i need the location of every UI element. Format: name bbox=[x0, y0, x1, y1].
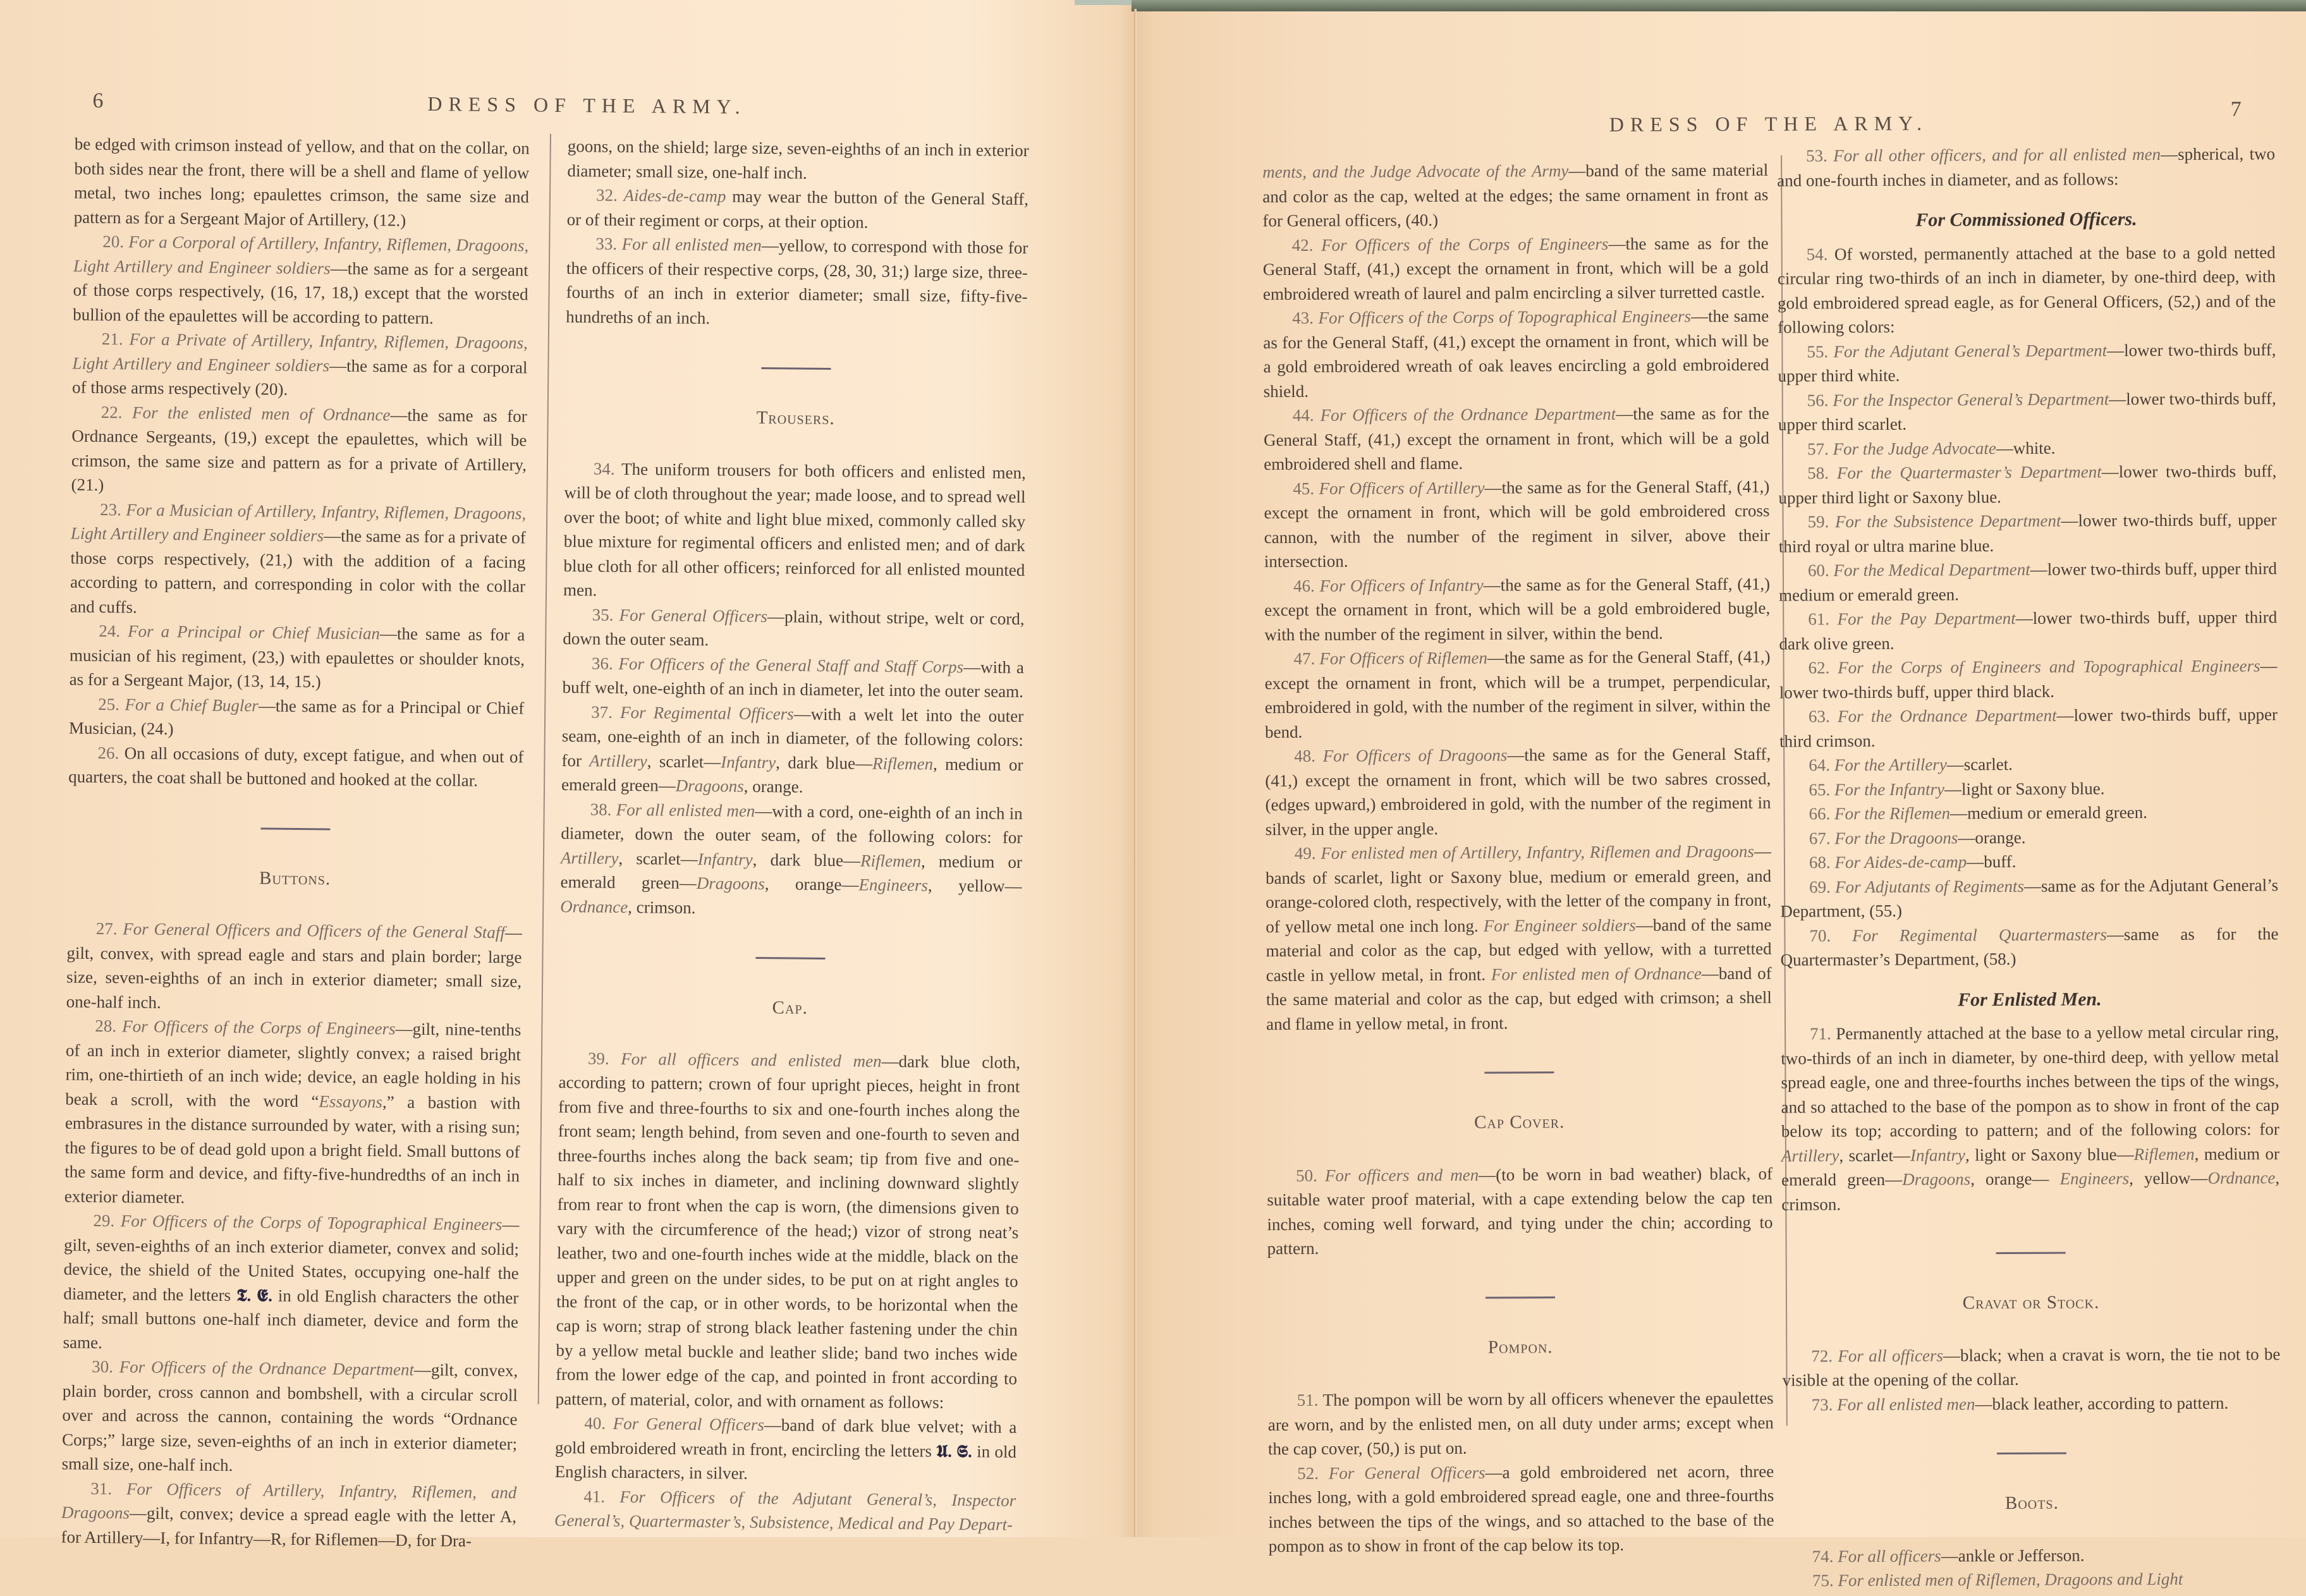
article-paragraph bbox=[567, 134, 1029, 187]
body-text: —the same as for the General Staff, (41,) except the ornament in front, which will be a gold embroidered shell and flame. bbox=[1263, 403, 1770, 474]
italic-lead: Riflemen bbox=[860, 851, 922, 870]
italic-lead: Infantry bbox=[1910, 1145, 1966, 1165]
article-paragraph bbox=[69, 691, 525, 745]
italic-lead: Ordnance bbox=[2207, 1168, 2276, 1188]
article-number: 23. bbox=[100, 499, 126, 519]
italic-lead: For all enlisted men bbox=[616, 800, 755, 820]
body-text: —buff. bbox=[1967, 851, 2016, 872]
body-text: in old English characters the other half; small buttons one-half inch diameter, device and form the same. bbox=[63, 1286, 519, 1352]
article-paragraph bbox=[1778, 338, 2276, 388]
article-number: 74. bbox=[1812, 1546, 1838, 1566]
article-number: 34. bbox=[593, 458, 622, 478]
article-paragraph bbox=[72, 327, 528, 404]
article-number: 53. bbox=[1806, 146, 1834, 166]
section-rule bbox=[260, 827, 330, 830]
body-text: —black; when a cravat is worn, the tie not to be visible at the opening of the collar. bbox=[1782, 1344, 2281, 1390]
body-text: —with a buff welt, one-eighth of an inch in diameter, let into the outer seam. bbox=[562, 657, 1025, 701]
article-paragraph bbox=[1780, 848, 2278, 875]
italic-lead: For a Principal or Chief Musician bbox=[127, 621, 381, 643]
body-text: —lower two-thirds buff, upper third crimson. bbox=[1779, 705, 2278, 751]
body-text: , crimson. bbox=[628, 897, 696, 917]
book-gutter bbox=[1134, 9, 1137, 1537]
article-number: 61. bbox=[1808, 609, 1838, 629]
article-paragraph bbox=[560, 796, 1023, 922]
italic-lead: For the Pay Department bbox=[1837, 608, 2016, 629]
body-text: , scarlet— bbox=[647, 751, 721, 771]
italic-lead: Artillery bbox=[560, 848, 619, 868]
article-paragraph bbox=[1778, 459, 2276, 509]
body-text: —band of the same material and color as the cap, but edged with yellow, with a turretted castle in yellow metal, in front. bbox=[1266, 915, 1772, 985]
article-number: 27. bbox=[95, 918, 123, 939]
article-paragraph bbox=[1780, 922, 2278, 972]
left-page-column-2 bbox=[554, 134, 1029, 1537]
article-number: 46. bbox=[1293, 576, 1320, 595]
body-text: —the same as for the General Staff, (41,) except the ornament in front, which will be a gold embroidered wreath of laurel and palm encircling a silver turretted castle. bbox=[1262, 233, 1769, 303]
body-text: —with a welt let into the outer seam, one-eighth of an inch in diameter, of the following colors: for bbox=[561, 704, 1024, 770]
body-text: —(to be worn in bad weather) black, of suitable water proof material, with a cape extending below the cap ten inches, coming well forward, and tying under the chin; according to pattern. bbox=[1267, 1164, 1773, 1258]
body-text: —same as for the Quartermaster’s Department, (58.) bbox=[1780, 923, 2279, 970]
article-paragraph bbox=[563, 456, 1026, 607]
body-text: —ankle or Jefferson. bbox=[1941, 1545, 2085, 1566]
body-text: The pompon will be worn by all officers whenever the epaulettes are worn, and by the enlisted men, on all duty under arms; except when the cap cover, (50,) is put on. bbox=[1267, 1388, 1774, 1459]
italic-lead: For Regimental Quartermasters bbox=[1852, 924, 2107, 945]
section-heading: Buttons. bbox=[259, 867, 331, 889]
article-number: 63. bbox=[1808, 707, 1838, 726]
article-paragraph bbox=[561, 699, 1023, 801]
italic-lead: For a Chief Bugler bbox=[125, 694, 259, 715]
article-number: 20. bbox=[102, 231, 129, 252]
italic-lead: For Aides-de-camp bbox=[1834, 852, 1967, 872]
article-paragraph bbox=[1780, 800, 2278, 826]
article-number: 66. bbox=[1809, 804, 1835, 824]
italic-lead: Riflemen bbox=[2133, 1144, 2195, 1164]
article-number: 64. bbox=[1809, 755, 1834, 775]
italic-lead: For all officers bbox=[1838, 1546, 1941, 1566]
article-paragraph bbox=[1782, 1342, 2280, 1392]
left-page-column-1 bbox=[61, 132, 529, 1554]
italic-lead: For General Officers bbox=[619, 605, 768, 626]
article-paragraph bbox=[1779, 751, 2278, 777]
section-heading: Trousers. bbox=[756, 407, 835, 429]
italic-lead: For Officers of the Ordnance Department bbox=[119, 1357, 415, 1379]
article-number: 56. bbox=[1807, 390, 1833, 410]
italic-lead: For the Quartermaster’s Department bbox=[1836, 462, 2102, 483]
background-sky bbox=[1075, 0, 1132, 5]
article-number: 54. bbox=[1806, 244, 1835, 264]
article-number: 24. bbox=[99, 621, 128, 641]
article-paragraph bbox=[1262, 158, 1768, 233]
body-text: , scarlet— bbox=[1839, 1145, 1911, 1165]
article-paragraph bbox=[1778, 240, 2276, 339]
body-text: —medium or emerald green. bbox=[1950, 803, 2148, 823]
article-paragraph bbox=[1777, 142, 2275, 192]
italic-lead: For the Judge Advocate bbox=[1833, 438, 1996, 458]
italic-lead: Dragoons bbox=[1902, 1169, 1971, 1189]
italic-lead: For Officers of the Corps of Topographical Engineers bbox=[120, 1211, 503, 1234]
italic-lead: Riflemen bbox=[872, 753, 934, 774]
article-paragraph bbox=[62, 1354, 518, 1480]
article-paragraph bbox=[1268, 1386, 1774, 1461]
article-paragraph bbox=[554, 1483, 1016, 1537]
section-rule bbox=[1997, 1453, 2066, 1454]
italic-lead: Infantry bbox=[697, 849, 753, 869]
italic-lead: For Officers of the Corps of Engineers bbox=[122, 1016, 396, 1039]
section-heading: Cap. bbox=[772, 997, 808, 1018]
article-number: 48. bbox=[1294, 746, 1323, 765]
body-text: Permanently attached at the base to a yellow metal circular ring, two-thirds of an inch in diameter, by one-third deep, with yellow metal spread eagle, one and three-fourths inches between the tips of the wings, and so attached to the base of the pompon as to show in front of the cap below its top; according to pattern; and of the following colors: for bbox=[1781, 1022, 2279, 1141]
body-text: —bands of scarlet, light or Saxony blue, medium or emerald green, and orange-colored cloth, respectively, with the letter of the company in front, of yellow metal one inch long. bbox=[1265, 841, 1772, 936]
article-number: 36. bbox=[591, 653, 619, 673]
article-paragraph bbox=[1268, 1459, 1774, 1558]
article-paragraph bbox=[70, 497, 527, 623]
body-text: —yellow, to correspond with those for the officers of their respective corps, (28, 30, 31;) large size, three-fourths of an inch in exterior diameter; small size, fifty-five-hundreths of an inch. bbox=[566, 235, 1028, 327]
body-text: —dark blue cloth, according to pattern; crown of four upright pieces, height in front from five and three-fourths to six and one-fourth inches along the front seam; length behind, from seven and one-fourth to seven and three-fourths inches along the back seam; tip from five and one-half to six inches in diameter, and inclining downward slightly from rear to front when the cap is worn, (the dimensions given to vary with the circumference of the head;) vizor of strong neat’s leather, two and one-fourth inches wide at the middle, black on the upper and green on the under sides, to be put on at right angles to the front of the cap, or in other words, to be horizontal when the cap is worn; strap of strong black leather fastening under the chin by a yellow metal buckle and leather slide; band two inches wide from the lower edge of the cap, and pointed in front according to pattern, of material, color, and with ornament as follows: bbox=[555, 1051, 1021, 1412]
italic-lead: For the Medical Department bbox=[1833, 559, 2030, 580]
article-number: 41. bbox=[583, 1486, 620, 1506]
body-text: , orange— bbox=[1970, 1169, 2060, 1189]
body-text: , medium or emerald green— bbox=[1781, 1143, 2280, 1190]
italic-lead: For the Infantry bbox=[1834, 779, 1944, 799]
body-text: , crimson. bbox=[1781, 1168, 2280, 1214]
body-text: Of worsted, permanently attached at the base to a gold netted circular ring two-thirds of an inch in diameter, by one-third deep, with gold embroidered spread eagle, as for General Officers, (52,) and of the following colors: bbox=[1777, 242, 2276, 337]
italic-lead: For Officers of Artillery, Infantry, Riflemen, and Dragoons bbox=[61, 1478, 517, 1523]
article-paragraph bbox=[61, 1476, 516, 1553]
article-paragraph bbox=[1265, 742, 1771, 841]
article-paragraph bbox=[1264, 401, 1769, 477]
section-heading: Cap Cover. bbox=[1474, 1112, 1565, 1133]
article-paragraph bbox=[1780, 873, 2278, 923]
body-text: —band of the same material and color as the cap, but edged with crimson; a shell and flame in yellow metal, in front. bbox=[1266, 963, 1772, 1033]
article-number: 25. bbox=[98, 694, 125, 714]
article-paragraph bbox=[1779, 605, 2277, 655]
body-text: be edged with crimson instead of yellow, and that on the collar, on both sides near the front, there will be a shell and flame of yellow metal, two inches long; epaulettes crimson, the same size and pattern as for a Sergeant Major of Artillery, (12.) bbox=[73, 134, 530, 230]
article-number: 68. bbox=[1809, 853, 1835, 872]
body-text: —the same as for a private of those corps respectively, (21,) with the addition of a facing according to pattern, and corresponding in color with the collar and cuffs. bbox=[70, 526, 526, 617]
article-number: 71. bbox=[1810, 1024, 1836, 1044]
article-paragraph bbox=[1779, 508, 2277, 558]
italic-lead: For all enlisted men bbox=[1837, 1394, 1975, 1414]
italic-lead: For enlisted men of Riflemen, Dragoons and Light bbox=[1838, 1569, 2183, 1590]
body-text: —black leather, according to pattern. bbox=[1975, 1393, 2229, 1413]
article-number: 59. bbox=[1807, 512, 1836, 532]
article-paragraph bbox=[1264, 474, 1770, 573]
article-paragraph bbox=[562, 651, 1024, 704]
body-text: ,” a bastion with embrasures in the distance surrounded by water, with a rising sun; the figures to be of dead gold upon a bright field. Small buttons of the same form and device, and fifty-five-hundredths of an inch in exterior diameter. bbox=[64, 1092, 521, 1207]
section-rule bbox=[755, 957, 825, 959]
body-text: —gilt, convex, with spread eagle and stars and plain border; large size, seven-eighths of an inch in exterior diameter; small size, one-half inch. bbox=[66, 923, 522, 1012]
body-text: —the same as for the General Staff, (41,) except the ornament in front, which will be a gold embroidered bugle, with the number of the regiment in silver, within the bend. bbox=[1264, 574, 1771, 644]
italic-lead: For enlisted men of Ordnance bbox=[1491, 963, 1702, 984]
article-number: 35. bbox=[592, 604, 619, 624]
article-number: 22. bbox=[101, 402, 133, 422]
article-paragraph bbox=[1264, 571, 1770, 647]
italic-lead: For the enlisted men of Ordnance bbox=[131, 402, 391, 424]
italic-lead: For Engineer soldiers bbox=[1483, 915, 1636, 935]
italic-lead: For General Officers bbox=[1328, 1463, 1485, 1483]
article-paragraph bbox=[63, 1208, 519, 1358]
article-paragraph bbox=[1783, 1542, 2281, 1569]
italic-lead: For Regimental Officers bbox=[619, 702, 794, 724]
article-number: 28. bbox=[95, 1016, 123, 1036]
italic-lead: For Officers of Artillery bbox=[1319, 478, 1485, 498]
italic-lead: For the Adjutant General’s Department bbox=[1833, 340, 2108, 361]
body-text: —scarlet. bbox=[1946, 755, 2013, 774]
italic-lead: Engineers bbox=[2059, 1169, 2130, 1188]
column-divider bbox=[538, 134, 551, 1404]
italic-lead: For Officers of the Ordnance Department bbox=[1320, 404, 1616, 425]
italic-lead: For a Private of Artillery, Infantry, Riflemen, Dragoons, Light Artillery and Engineer soldiers bbox=[72, 329, 528, 375]
italic-lead: For Adjutants of Regiments bbox=[1835, 876, 2024, 896]
italic-lead: For all officers bbox=[1838, 1345, 1944, 1365]
article-paragraph bbox=[556, 1045, 1021, 1415]
body-text: —gilt, seven-eighths of an inch exterior diameter, convex and solid; device, the shield of the United States, occupying one-half the diameter, and the letters bbox=[63, 1215, 520, 1305]
article-paragraph bbox=[1779, 776, 2278, 802]
article-paragraph bbox=[1263, 304, 1769, 403]
body-text: may wear the button of the General Staff, or of their regiment or corps, at their option. bbox=[566, 186, 1029, 232]
article-number: 38. bbox=[590, 799, 616, 819]
article-number: 21. bbox=[101, 329, 130, 349]
article-number: 29. bbox=[93, 1210, 121, 1231]
left-page bbox=[0, 0, 1132, 1550]
italic-lead: For Officers of Riflemen bbox=[1319, 648, 1487, 668]
article-number: 30. bbox=[92, 1356, 119, 1377]
body-text: The uniform trousers for both officers and enlisted men, will be of cloth throughout the year; made loose, and to spread well over the boot; of white and light blue mixed, commonly called sky blue mixture for regimental officers and enlisted men; and of dark blue cloth for all other officers; reinforced for all enlisted mounted men. bbox=[563, 459, 1027, 600]
body-text: —gilt, convex; device a spread eagle with the letter A, for Artillery—I, for Infantry—R, for Riflemen—D, for Dra- bbox=[61, 1503, 517, 1550]
section-rule bbox=[1485, 1296, 1555, 1298]
page-number: 6 bbox=[92, 88, 104, 113]
italic-lead: For Officers of Infantry bbox=[1319, 575, 1484, 595]
italic-lead: ments, and the Judge Advocate of the Army bbox=[1262, 161, 1569, 182]
article-paragraph bbox=[68, 740, 524, 793]
body-text: —plain, without stripe, welt or cord, down the outer seam. bbox=[563, 606, 1025, 650]
italic-lead: For the Subsistence Department bbox=[1834, 511, 2061, 532]
section-rule bbox=[1996, 1252, 2066, 1254]
article-paragraph bbox=[1783, 1391, 2281, 1417]
article-number: 65. bbox=[1809, 779, 1835, 799]
body-text: —the same as for a corporal of those arms respectively (20). bbox=[71, 355, 528, 399]
body-text: —gilt, nine-tenths of an inch in exterior diameter, slightly convex; a raised bright rim, one-thirtieth of an inch wide; device, an eagle holding in his beak a scroll, with the word “ bbox=[65, 1019, 522, 1111]
body-text: —light or Saxony blue. bbox=[1944, 778, 2105, 798]
article-paragraph bbox=[554, 1411, 1016, 1489]
italic-lead: Dragoons bbox=[696, 874, 766, 894]
body-text: , yellow— bbox=[927, 875, 1022, 896]
article-paragraph bbox=[1264, 645, 1771, 744]
italic-lead: Artillery bbox=[589, 750, 647, 771]
italic-lead: For Officers of the Adjutant General’s, Inspector General’s, Quartermaster’s, Subsistence, Medical and Pay Depart- bbox=[554, 1487, 1016, 1534]
section-heading: Cravat or Stock. bbox=[1962, 1292, 2100, 1313]
article-paragraph bbox=[566, 183, 1028, 236]
body-text: goons, on the shield; large size, seven-eighths of an inch in exterior diameter; small size, one-half inch. bbox=[567, 137, 1029, 183]
italic-lead: Ordnance bbox=[560, 896, 628, 917]
body-text: —lower two-thirds buff, upper third dark olive green. bbox=[1779, 607, 2278, 654]
article-paragraph bbox=[69, 619, 525, 696]
italic-lead: For the Corps of Engineers and Topographical Engineers bbox=[1838, 656, 2260, 678]
article-number: 69. bbox=[1809, 877, 1836, 896]
italic-lead: For General Officers bbox=[613, 1413, 765, 1435]
body-text: —a gold embroidered net acorn, three inches long, with a gold embroidered spread eagle, one and three-fourths inches between the tips of the wings, and so attached to the base of the pompon as to show in front of the cap below its top. bbox=[1268, 1461, 1774, 1556]
body-text: —the same as for the General Staff, (41,) except the ornament in front, which will be gold embroidered cross cannon, with the number of the regiment in silver, above their intersection. bbox=[1264, 477, 1770, 571]
right-page-column-2 bbox=[1777, 142, 2281, 1593]
article-paragraph bbox=[73, 229, 528, 331]
body-text: —orange. bbox=[1958, 827, 2026, 847]
running-head: DRESS OF THE ARMY. bbox=[427, 92, 747, 118]
article-number: 58. bbox=[1807, 463, 1838, 483]
body-text: , medium or emerald green— bbox=[561, 754, 1023, 795]
body-text: , light or Saxony blue— bbox=[1965, 1144, 2134, 1164]
body-text: , dark blue— bbox=[752, 850, 861, 870]
body-text: , orange— bbox=[764, 874, 859, 894]
body-text: On all occasions of duty, except fatigue, and when out of quarters, the coat shall be buttoned and hooked at the collar. bbox=[68, 743, 524, 790]
italic-lead: For the Dragoons bbox=[1834, 827, 1958, 848]
article-paragraph bbox=[1263, 231, 1769, 306]
italic-lead: Aides-de-camp bbox=[623, 185, 726, 206]
article-paragraph bbox=[1779, 556, 2277, 607]
italic-lead: For all officers and enlisted men bbox=[621, 1049, 882, 1071]
article-number: 50. bbox=[1296, 1166, 1326, 1185]
italic-lead: For General Officers and Officers of the General Staff bbox=[123, 919, 505, 942]
body-text: , dark blue— bbox=[776, 752, 873, 773]
italic-lead: Dragoons bbox=[675, 776, 744, 796]
subsection-heading: For Commissioned Officers. bbox=[1915, 209, 2137, 231]
body-text: —the same as for a musician of his regiment, (23,) with epaulettes or shoulder knots, as for a Sergeant Major, (13, 14, 15.) bbox=[69, 624, 525, 691]
article-number: 47. bbox=[1293, 649, 1320, 668]
blackletter-letters: 𝕿. 𝕰. bbox=[236, 1285, 273, 1305]
article-number: 42. bbox=[1291, 235, 1322, 255]
article-number: 26. bbox=[97, 743, 125, 762]
article-number: 60. bbox=[1807, 561, 1834, 580]
article-number: 33. bbox=[595, 234, 622, 253]
italic-lead: For all enlisted men bbox=[621, 234, 762, 255]
article-number: 39. bbox=[587, 1048, 621, 1068]
article-number: 70. bbox=[1809, 925, 1853, 945]
italic-lead: For Officers of the Corps of Topographical Engineers bbox=[1318, 307, 1692, 327]
right-page bbox=[1138, 0, 2306, 1590]
article-number: 44. bbox=[1292, 405, 1321, 425]
subsection-heading: For Enlisted Men. bbox=[1958, 988, 2102, 1010]
article-number: 49. bbox=[1294, 843, 1321, 863]
article-number: 40. bbox=[584, 1413, 613, 1433]
article-paragraph bbox=[1779, 702, 2278, 753]
section-heading: Pompon. bbox=[1487, 1336, 1553, 1358]
article-number: 37. bbox=[591, 702, 621, 722]
body-text: —lower two-thirds buff, upper third black. bbox=[1779, 656, 2278, 702]
article-number: 31. bbox=[90, 1478, 127, 1498]
body-text: —lower two-thirds buff, upper third light or Saxony blue. bbox=[1778, 461, 2277, 508]
article-number: 55. bbox=[1807, 341, 1834, 361]
article-number: 45. bbox=[1293, 478, 1319, 498]
italic-lead: For the Ordnance Department bbox=[1838, 705, 2057, 726]
article-number: 32. bbox=[595, 185, 624, 205]
article-paragraph bbox=[1266, 839, 1772, 1036]
article-number: 51. bbox=[1296, 1390, 1323, 1410]
article-paragraph bbox=[566, 231, 1028, 333]
article-number: 73. bbox=[1811, 1394, 1838, 1414]
article-paragraph bbox=[563, 602, 1025, 655]
article-paragraph bbox=[1778, 435, 2276, 461]
body-text: —same as for the Adjutant General’s Department, (55.) bbox=[1780, 875, 2279, 921]
right-page-column-1 bbox=[1262, 158, 1774, 1559]
article-number: 57. bbox=[1807, 439, 1833, 458]
body-text: —the same as for the General Staff, (41,) except the ornament in front, which will be two sabres crossed, (edges upward,) embroidered in gold, with the number of the regiment in silver, in the upper angle. bbox=[1265, 744, 1771, 839]
body-text: , yellow— bbox=[2128, 1168, 2208, 1188]
article-number: 62. bbox=[1808, 658, 1838, 678]
body-text: —spherical, two and one-fourth inches in diameter, and as follows: bbox=[1777, 144, 2276, 190]
italic-lead: For the Artillery bbox=[1834, 755, 1947, 775]
article-paragraph bbox=[1780, 824, 2278, 851]
section-rule bbox=[761, 367, 831, 370]
blackletter-letters: 𝖀. 𝕾. bbox=[936, 1441, 973, 1461]
italic-lead: For the Riflemen bbox=[1834, 803, 1951, 824]
italic-lead: Essayons bbox=[319, 1091, 383, 1111]
italic-lead: For a Musician of Artillery, Infantry, Riflemen, Dragoons, Light Artillery and Engineer soldiers bbox=[70, 499, 527, 545]
article-paragraph bbox=[1778, 386, 2276, 437]
article-number: 67. bbox=[1809, 828, 1835, 848]
section-rule bbox=[1484, 1071, 1554, 1073]
body-text: —the same as for a sergeant of those corps respectively, (16, 17, 18,) except that the worsted bullion of the epaulettes will be according to pattern. bbox=[73, 258, 529, 327]
body-text: —white. bbox=[1996, 438, 2056, 458]
italic-lead: For Officers of the Corps of Engineers bbox=[1321, 234, 1609, 255]
article-paragraph bbox=[1783, 1566, 2281, 1593]
article-number: 75. bbox=[1812, 1571, 1838, 1590]
body-text: in old English characters, in silver. bbox=[554, 1441, 1017, 1483]
italic-lead: Engineers bbox=[858, 875, 929, 895]
article-number: 43. bbox=[1292, 308, 1319, 327]
article-paragraph bbox=[71, 399, 527, 501]
body-text: —lower two-thirds buff, upper third medium or emerald green. bbox=[1779, 559, 2277, 605]
article-paragraph bbox=[1781, 1020, 2279, 1216]
italic-lead: For enlisted men of Artillery, Infantry, Riflemen and Dragoons bbox=[1321, 841, 1754, 863]
body-text: —gilt, convex, plain border, cross cannon and bombshell, with a circular scroll over and across the cannon, containing the words “Ordnance Corps;” large size, seven-eighths of an inch in exterior diameter; small size, one-half inch. bbox=[61, 1360, 518, 1475]
body-text: —the same as for the General Staff, (41,) except the ornament in front, which will be a trumpet, perpendicular, embroidered in gold, with the number of the regiment in silver, within the bend. bbox=[1264, 647, 1771, 741]
body-text: —lower two-thirds buff, upper third scarlet. bbox=[1778, 388, 2276, 434]
italic-lead: For Officers of the General Staff and Staff Corps bbox=[618, 654, 964, 676]
body-text: —band of dark blue velvet; with a gold embroidered wreath in front, encircling the letters bbox=[554, 1415, 1017, 1461]
italic-lead: Infantry bbox=[721, 752, 776, 772]
body-text: , medium or emerald green— bbox=[560, 851, 1023, 893]
article-paragraph bbox=[66, 916, 522, 1018]
body-text: —lower two-thirds buff, upper third white. bbox=[1778, 339, 2276, 386]
body-text: —band of the same material and color as the cap, welted at the edges; the same ornament in front as for General officers, (40.) bbox=[1262, 160, 1769, 231]
article-paragraph bbox=[73, 132, 529, 234]
body-text: —with a cord, one-eighth of an inch in diameter, down the outer seam, of the following colors: for bbox=[561, 801, 1023, 847]
body-text: , orange. bbox=[743, 776, 803, 796]
body-text: —the same as for the General Staff, (41,) except the ornament in front, which will be a gold embroidered wreath of oak leaves encircling a gold embroidered shield. bbox=[1263, 306, 1769, 401]
article-paragraph bbox=[1267, 1161, 1773, 1260]
italic-lead: For the Inspector General’s Department bbox=[1833, 389, 2109, 410]
body-text: —lower two-thirds buff, upper third royal or ultra marine blue. bbox=[1778, 510, 2277, 556]
italic-lead: For a Corporal of Artillery, Infantry, Riflemen, Dragoons, Light Artillery and Engineer soldiers bbox=[73, 232, 529, 277]
body-text: , scarlet— bbox=[618, 848, 698, 868]
italic-lead: For all other officers, and for all enlisted men bbox=[1833, 144, 2161, 166]
running-head: DRESS OF THE ARMY. bbox=[1609, 111, 1929, 136]
italic-lead: Artillery bbox=[1781, 1145, 1839, 1166]
body-text: —the same as for Ordnance Sergeants, (19,) except the epaulettes, which will be crimson, the same size and pattern as for a private of Artillery, (21.) bbox=[71, 405, 527, 495]
section-heading: Boots. bbox=[2004, 1492, 2059, 1514]
italic-lead: For officers and men bbox=[1324, 1165, 1479, 1185]
italic-lead: For Officers of Dragoons bbox=[1322, 745, 1508, 765]
page-number: 7 bbox=[2230, 97, 2242, 121]
body-text: —the same as for a Principal or Chief Musician, (24.) bbox=[68, 695, 525, 739]
article-number: 72. bbox=[1811, 1346, 1838, 1365]
article-number: 52. bbox=[1297, 1463, 1329, 1483]
article-paragraph bbox=[1779, 654, 2278, 704]
article-paragraph bbox=[64, 1013, 522, 1212]
